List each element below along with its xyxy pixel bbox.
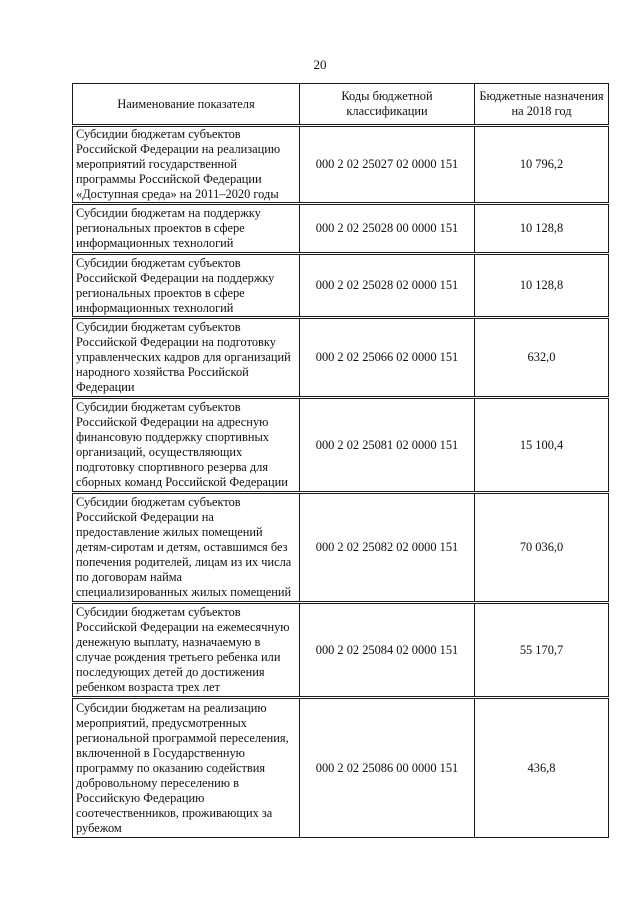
table-row <box>73 254 609 318</box>
row-amount: 10 796,2 <box>475 126 609 204</box>
row-amount: 10 128,8 <box>475 254 609 318</box>
header-name: Наименование показателя <box>73 84 300 126</box>
row-code: 000 2 02 25066 02 0000 151 <box>300 318 475 398</box>
row-name: Субсидии бюджетам субъектов Российской Федерации на ежемесячную денежную выплату, назначаемую в случае рождения третьего ребенка или последующих детей до достижения ребенком возраста трех лет <box>73 603 300 698</box>
row-amount: 436,8 <box>475 698 609 838</box>
table-header-row <box>73 84 609 126</box>
table-row <box>73 603 609 698</box>
row-name: Субсидии бюджетам субъектов Российской Федерации на подготовку управленческих кадров для организаций народного хозяйства Российской Федерации <box>73 318 300 398</box>
table-row <box>73 398 609 493</box>
row-name: Субсидии бюджетам на поддержку региональных проектов в сфере информационных технологий <box>73 204 300 254</box>
page-number: 20 <box>313 57 327 72</box>
row-name: Субсидии бюджетам субъектов Российской Федерации на адресную финансовую поддержку спортивных организаций, осуществляющих подготовку спортивного резерва для сборных команд Российской Федерации <box>73 398 300 493</box>
row-code: 000 2 02 25084 02 0000 151 <box>300 603 475 698</box>
row-amount: 632,0 <box>475 318 609 398</box>
header-code: Коды бюджетной классификации <box>300 84 475 126</box>
row-code: 000 2 02 25028 02 0000 151 <box>300 254 475 318</box>
table-row <box>73 493 609 603</box>
row-amount: 15 100,4 <box>475 398 609 493</box>
row-name: Субсидии бюджетам субъектов Российской Федерации на предоставление жилых помещений детям-сиротам и детям, оставшимся без попечения родителей, лицам из их числа по договорам найма специализированных жилых помещений <box>73 493 300 603</box>
row-amount: 55 170,7 <box>475 603 609 698</box>
row-code: 000 2 02 25081 02 0000 151 <box>300 398 475 493</box>
table-row <box>73 204 609 254</box>
row-code: 000 2 02 25082 02 0000 151 <box>300 493 475 603</box>
header-amount: Бюджетные назначения на 2018 год <box>475 84 609 126</box>
table-row <box>73 318 609 398</box>
budget-table <box>72 83 609 838</box>
row-name: Субсидии бюджетам на реализацию мероприятий, предусмотренных региональной программой переселения, включенной в Государственную программу по оказанию содействия добровольному переселению в Российскую Федерацию соотечественников, проживающих за рубежом <box>73 698 300 838</box>
row-amount: 70 036,0 <box>475 493 609 603</box>
row-name: Субсидии бюджетам субъектов Российской Федерации на реализацию мероприятий государственной программы Российской Федерации «Доступная среда» на 2011–2020 годы <box>73 126 300 204</box>
row-code: 000 2 02 25028 00 0000 151 <box>300 204 475 254</box>
row-code: 000 2 02 25086 00 0000 151 <box>300 698 475 838</box>
row-name: Субсидии бюджетам субъектов Российской Федерации на поддержку региональных проектов в сфере информационных технологий <box>73 254 300 318</box>
row-code: 000 2 02 25027 02 0000 151 <box>300 126 475 204</box>
table-row <box>73 698 609 838</box>
table-row <box>73 126 609 204</box>
row-amount: 10 128,8 <box>475 204 609 254</box>
